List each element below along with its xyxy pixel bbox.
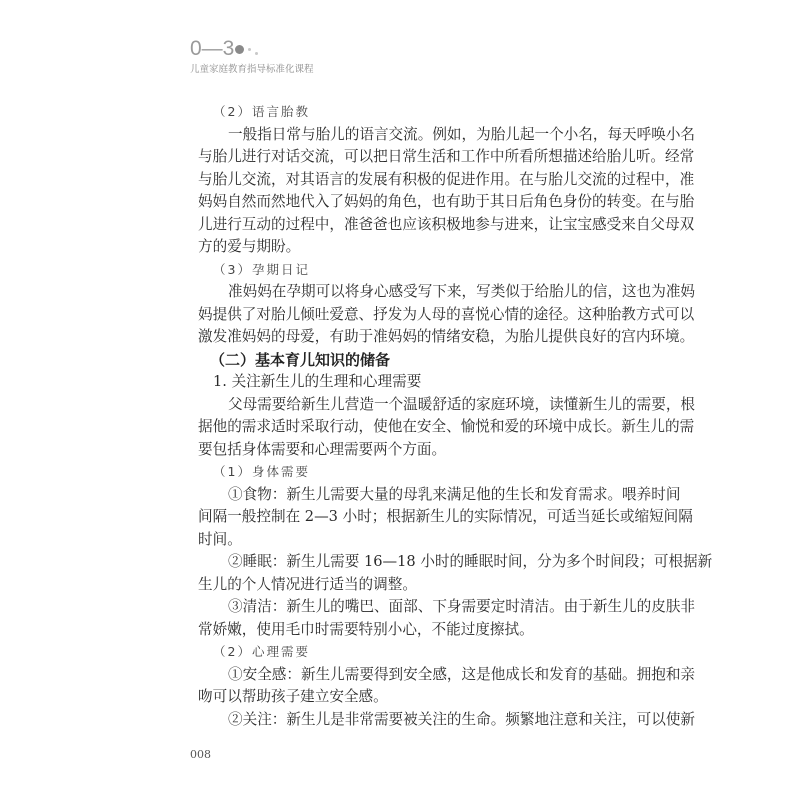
section-heading: （二）基本育儿知识的储备 bbox=[210, 350, 391, 369]
running-header bbox=[190, 38, 314, 75]
text-line: ①安全感：新生儿需要得到安全感，这是他成长和发育的基础。拥抱和亲 bbox=[228, 665, 696, 683]
item-heading: （3）孕期日记 bbox=[213, 261, 310, 277]
text-line: 与胎儿进行对话交流，可以把日常生活和工作中所看所想描述给胎儿听。经常 bbox=[198, 148, 695, 165]
logo-sparkle-icon bbox=[255, 52, 258, 55]
paragraph bbox=[198, 596, 696, 641]
item-heading: （2）语言胎教 bbox=[213, 104, 310, 119]
text-line: 常娇嫩，使用毛巾时需要特别小心，不能过度擦拭。 bbox=[198, 620, 534, 638]
text-line: 据他的需求适时采取行动，使他在安全、愉悦和爱的环境中成长。新生儿的需 bbox=[198, 418, 695, 435]
text-line: 一般指日常与胎儿的语言交流。例如，为胎儿起一个小名，每天呼唤小名 bbox=[228, 125, 696, 143]
paragraph bbox=[198, 664, 696, 709]
text-line: 妈提供了对胎儿倾吐爱意、抒发为人母的喜悦心情的途径。这种胎教方式可以 bbox=[198, 305, 695, 323]
logo-dot-icon bbox=[235, 45, 244, 54]
logo-sparkle-icon bbox=[248, 48, 251, 51]
series-logo bbox=[190, 38, 314, 60]
paragraph bbox=[198, 124, 696, 259]
text-line: 妈妈自然而然地代入了妈妈的角色，也有助于其日后角色身份的转变。在与胎 bbox=[198, 193, 695, 210]
logo-text: 0—3 bbox=[190, 37, 235, 60]
text-line: ①食物：新生儿需要大量的母乳来满足他的生长和发育需求。喂养时间 bbox=[228, 485, 681, 503]
item-heading: （1）身体需要 bbox=[213, 464, 310, 479]
paragraph bbox=[198, 484, 693, 552]
page-body bbox=[198, 101, 713, 731]
text-line: ③清洁：新生儿的嘴巴、面部、下身需要定时清洁。由于新生儿的皮肤非 bbox=[228, 598, 696, 615]
text-line: 激发准妈妈的母爱，有助于准妈妈的情绪安稳，为胎儿提供良好的宫内环境。 bbox=[198, 328, 695, 345]
item-heading: （2）心理需要 bbox=[213, 644, 310, 659]
text-line: 间隔一般控制在 2—3 小时；根据新生儿的实际情况，可适当延长或缩短间隔 bbox=[198, 508, 693, 525]
text-line: 儿进行互动的过程中，准爸爸也应该积极地参与进来，让宝宝感受来自父母双 bbox=[198, 215, 695, 233]
paragraph bbox=[198, 281, 696, 349]
text-line: 要包括身体需要和心理需要两个方面。 bbox=[198, 440, 447, 458]
series-subtitle: 儿童家庭教育指导标准化课程 bbox=[190, 64, 314, 75]
paragraph bbox=[198, 551, 713, 596]
text-line: 生儿的个人情况进行适当的调整。 bbox=[198, 575, 417, 593]
page-number: 008 bbox=[190, 748, 211, 761]
text-line: ②睡眠：新生儿需要 16—18 小时的睡眠时间，分为多个时间段；可根据新 bbox=[228, 553, 713, 570]
text-line: ②关注：新生儿是非常需要被关注的生命。频繁地注意和关注，可以使新 bbox=[228, 710, 696, 728]
subsection-heading: 1. 关注新生儿的生理和心理需要 bbox=[213, 373, 422, 390]
paragraph bbox=[198, 709, 696, 732]
text-line: 与胎儿交流，对其语言的发展有积极的促进作用。在与胎儿交流的过程中，准 bbox=[198, 170, 695, 188]
text-line: 时间。 bbox=[198, 530, 242, 548]
text-line: 父母需要给新生儿营造一个温暖舒适的家庭环境，读懂新生儿的需要，根 bbox=[228, 395, 696, 413]
text-line: 方的爱与期盼。 bbox=[198, 238, 301, 255]
text-line: 准妈妈在孕期可以将身心感受写下来，写类似于给胎儿的信，这也为准妈 bbox=[228, 283, 696, 300]
paragraph bbox=[198, 394, 696, 462]
text-line: 吻可以帮助孩子建立安全感。 bbox=[198, 688, 388, 705]
